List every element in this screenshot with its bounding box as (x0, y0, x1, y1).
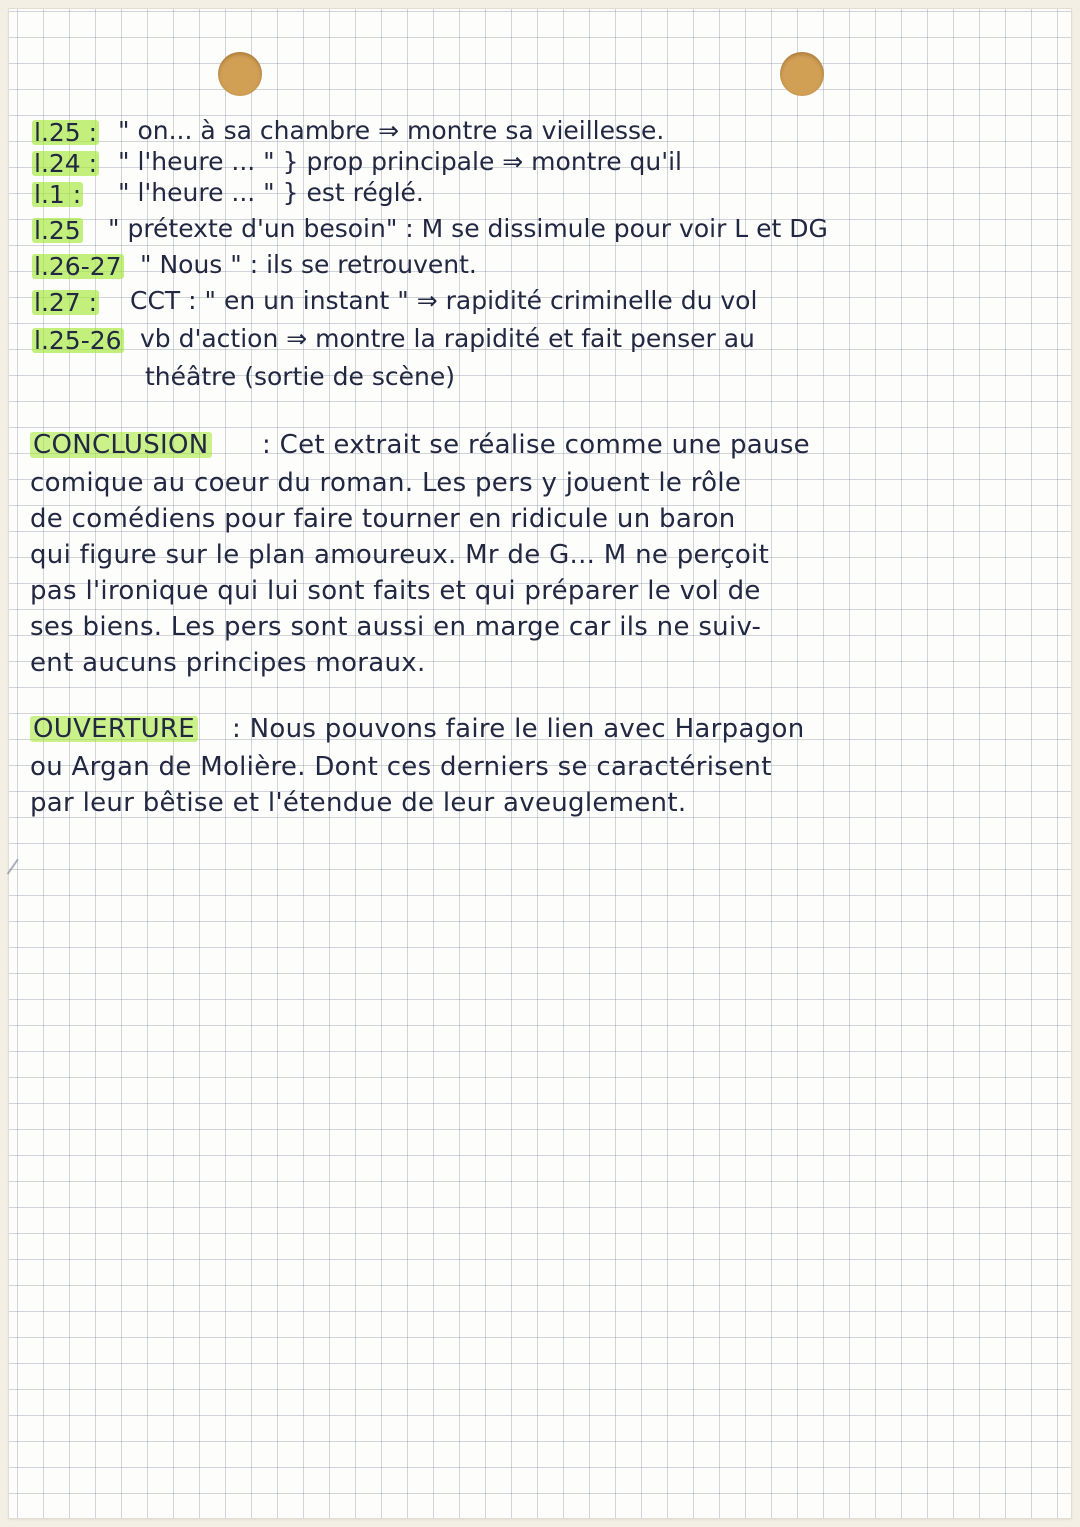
line-ref: l.24 : (34, 149, 98, 178)
ouverture-line: : Nous pouvons faire le lien avec Harpagon (232, 714, 805, 744)
line-ref: l.25 : (34, 118, 98, 147)
binder-hole-right (780, 52, 824, 96)
conclusion-line: : Cet extrait se réalise comme une pause (262, 430, 810, 460)
line-ref: l.25 (34, 216, 81, 245)
note-line: théâtre (sortie de scène) (145, 362, 455, 391)
note-line: " Nous " : ils se retrouvent. (140, 250, 477, 279)
note-line: " l'heure ... " } prop principale ⇒ montre qu'il (118, 147, 683, 176)
note-line: " on... à sa chambre ⇒ montre sa vieillesse. (118, 116, 665, 145)
note-line: vb d'action ⇒ montre la rapidité et fait penser au (140, 324, 755, 353)
line-ref: l.25-26 (34, 326, 122, 355)
conclusion-line: pas l'ironique qui lui sont faits et qui préparer le vol de (30, 576, 761, 606)
note-line: " l'heure ... " } est réglé. (118, 178, 424, 207)
ouverture-heading: OUVERTURE (30, 716, 198, 742)
line-ref: l.26-27 (34, 252, 122, 281)
conclusion-line: qui figure sur le plan amoureux. Mr de G... M ne perçoit (30, 540, 770, 570)
conclusion-line: comique au coeur du roman. Les pers y jouent le rôle (30, 468, 742, 498)
conclusion-line: ses biens. Les pers sont aussi en marge car ils ne suiv- (30, 612, 762, 642)
line-ref: l.27 : (34, 288, 98, 317)
conclusion-line: de comédiens pour faire tourner en ridicule un baron (30, 504, 736, 534)
binder-hole-left (218, 52, 262, 96)
ouverture-line: ou Argan de Molière. Dont ces derniers se caractérisent (30, 752, 772, 782)
ouverture-line: par leur bêtise et l'étendue de leur aveuglement. (30, 788, 687, 818)
conclusion-line: ent aucuns principes moraux. (30, 648, 426, 678)
line-ref: l.1 : (34, 180, 82, 209)
conclusion-heading: CONCLUSION (30, 432, 212, 458)
note-line: " prétexte d'un besoin" : M se dissimule pour voir L et DG (108, 214, 828, 243)
note-line: CCT : " en un instant " ⇒ rapidité criminelle du vol (130, 286, 758, 315)
